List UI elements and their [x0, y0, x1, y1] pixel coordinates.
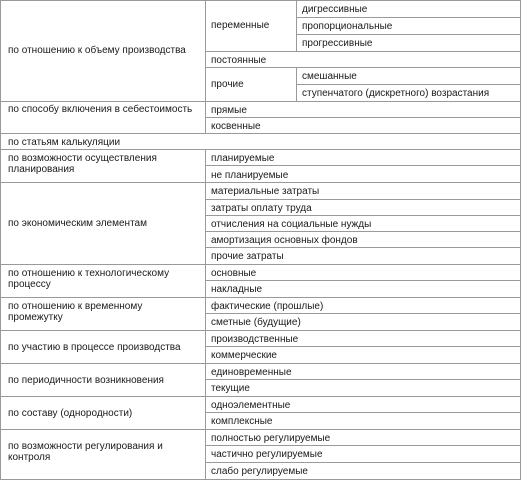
row-divider [0, 330, 521, 331]
type-cell: слабо регулируемые [211, 466, 308, 477]
subtype-cell: дигрессивные [302, 4, 368, 15]
type-cell: планируемые [211, 153, 275, 164]
subtype-cell: смешанные [302, 71, 357, 82]
type-divider [205, 346, 521, 347]
type-divider [205, 215, 521, 216]
type-divider [205, 412, 521, 413]
type-cell: материальные затраты [211, 186, 320, 197]
type-cell: затраты оплату труда [211, 203, 312, 214]
type-cell: фактические (прошлые) [211, 301, 324, 312]
row-divider [0, 133, 521, 134]
row-divider [0, 101, 521, 102]
type-divider [205, 313, 521, 314]
criterion-cell: по возможности регулирования и контроля [8, 441, 163, 463]
row-divider [0, 297, 521, 298]
type-cell: одноэлементные [211, 400, 291, 411]
type-cell: прочие [211, 79, 244, 90]
type-cell: коммерческие [211, 350, 277, 361]
type-divider [205, 280, 521, 281]
type-cell: основные [211, 268, 257, 279]
row-divider [0, 182, 521, 183]
criterion-cell: по отношению к временному промежутку [8, 301, 143, 323]
type-cell: амортизация основных фондов [211, 235, 358, 246]
row-divider [0, 264, 521, 265]
subtype-divider [296, 17, 521, 18]
subtype-cell: ступенчатого (дискретного) возрастания [302, 88, 490, 99]
type-cell: не планируемые [211, 170, 289, 181]
type-cell: косвенные [211, 121, 261, 132]
type-divider [205, 67, 521, 68]
criterion-cell: по статьям калькуляции [8, 137, 121, 148]
type-divider [205, 462, 521, 463]
subtype-divider [296, 84, 521, 85]
row-divider [0, 396, 521, 397]
row-divider [0, 363, 521, 364]
criterion-cell: по участию в процессе производства [8, 342, 181, 353]
type-divider [205, 247, 521, 248]
type-divider [205, 199, 521, 200]
type-cell: переменные [211, 20, 270, 31]
type-cell: полностью регулируемые [211, 433, 331, 444]
type-divider [205, 231, 521, 232]
type-divider [205, 445, 521, 446]
column-divider-2 [296, 0, 297, 51]
type-cell: прочие затраты [211, 251, 284, 262]
criterion-cell: по отношению к технологическому процессу [8, 268, 170, 290]
criterion-cell: по экономическим элементам [8, 218, 147, 229]
criterion-cell: по отношению к объему производства [8, 45, 186, 56]
type-cell: сметные (будущие) [211, 317, 301, 328]
subtype-divider [296, 34, 521, 35]
type-divider [205, 165, 521, 166]
row-divider [0, 149, 521, 150]
type-cell: накладные [211, 284, 263, 295]
type-cell: прямые [211, 105, 247, 116]
row-divider [0, 429, 521, 430]
type-cell: отчисления на социальные нужды [211, 219, 372, 230]
table-border-top [0, 0, 521, 1]
table-border-left [0, 0, 1, 480]
criterion-cell: по способу включения в себестоимость [8, 104, 193, 115]
criterion-cell: по составу (однородности) [8, 408, 133, 419]
criterion-cell: по возможности осуществления планирования [8, 153, 157, 175]
type-cell: производственные [211, 334, 299, 345]
type-cell: текущие [211, 383, 250, 394]
type-divider [205, 51, 521, 52]
type-divider [205, 379, 521, 380]
subtype-cell: прогрессивные [302, 38, 373, 49]
subtype-cell: пропорциональные [302, 21, 393, 32]
type-cell: единовременные [211, 367, 292, 378]
type-cell: комплексные [211, 416, 273, 427]
criterion-cell: по периодичности возникновения [8, 375, 164, 386]
type-divider [205, 117, 521, 118]
type-cell: частично регулируемые [211, 449, 323, 460]
type-cell: постоянные [211, 55, 267, 66]
